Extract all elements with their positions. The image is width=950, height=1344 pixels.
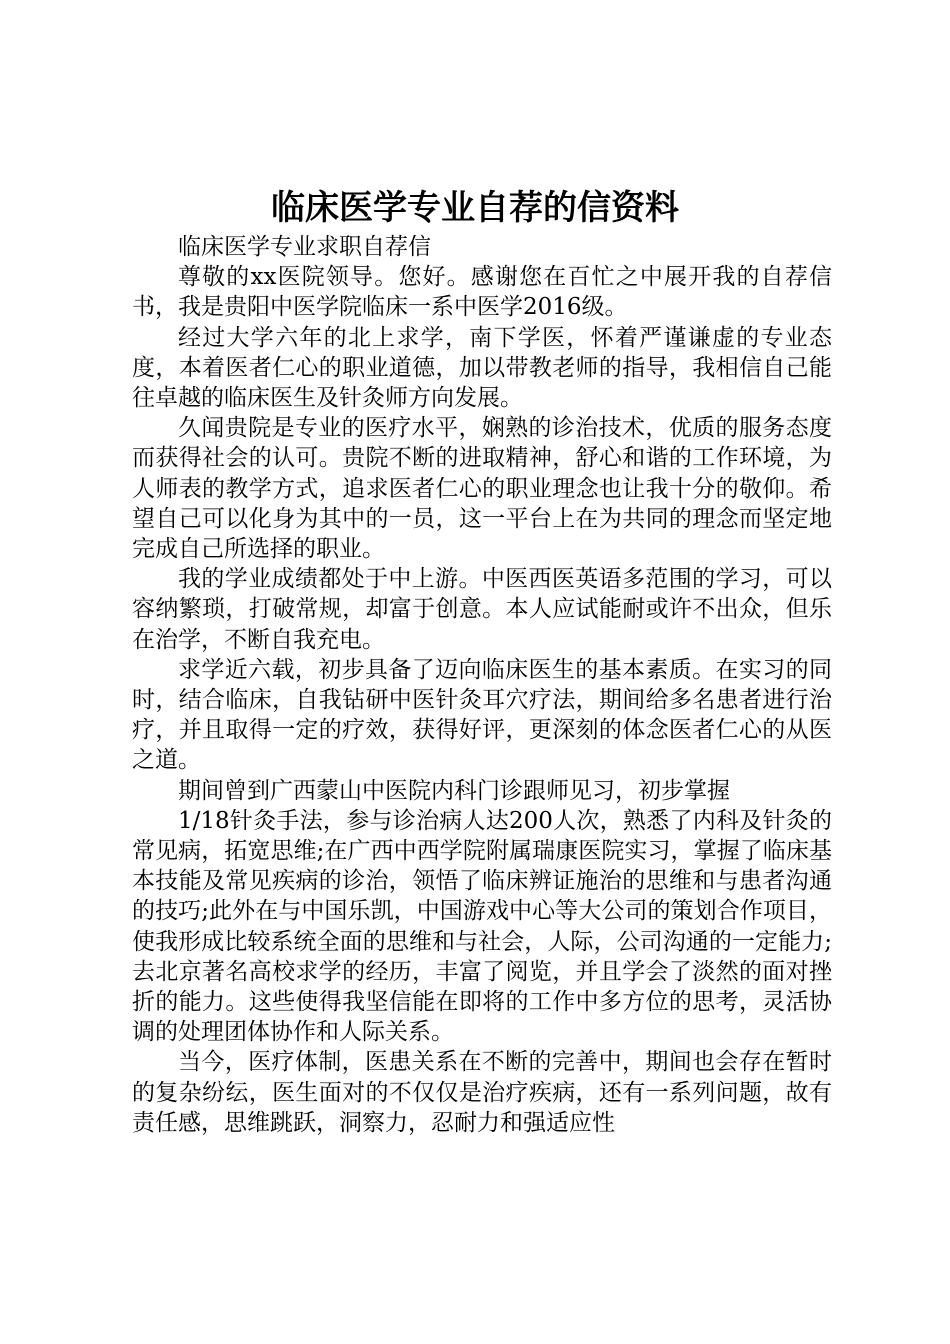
paragraph: 久闻贵院是专业的医疗水平，娴熟的诊治技术，优质的服务态度而获得社会的认可。贵院不断的进取精神，舒心和谐的工作环境，为人师表的教学方式，追求医者仁心的职业理念也让我十分的敬仰。希望自己可以化身为其中的一员，这一平台上在为共同的理念而坚定地完成自己所选择的职业。: [132, 415, 832, 563]
paragraph: 期间曾到广西蒙山中医院内科门诊跟师见习，初步掌握: [178, 777, 730, 804]
document-title: 临床医学专业自荐的信资料: [271, 188, 679, 228]
document-body: [132, 232, 832, 1138]
paragraph: 求学近六载，初步具备了迈向临床医生的基本素质。在实习的同时，结合临床，自我钻研中医针灸耳穴疗法，期间给多名患者进行治疗，并且取得一定的疗效，获得好评，更深刻的体念医者仁心的从医之道。: [132, 656, 832, 774]
paragraph: 经过大学六年的北上求学，南下学医，怀着严谨谦虚的专业态度，本着医者仁心的职业道德，加以带教老师的指导，我相信自己能往卓越的临床医生及针灸师方向发展。: [132, 324, 832, 412]
paragraph: 1/18针灸手法，参与诊治病人达200人次，熟悉了内科及针灸的常见病，拓宽思维;在广西中西学院附属瑞康医院实习，掌握了临床基本技能及常见疾病的诊治，领悟了临床辨证施治的思维和与患者沟通的技巧;此外在与中国乐凯，中国游戏中心等大公司的策划合作项目，使我形成比较系统全面的思维和与社会，人际，公司沟通的一定能力;去北京著名高校求学的经历，丰富了阅览，并且学会了淡然的面对挫折的能力。这些使得我坚信能在即将的工作中多方位的思考，灵活协调的处理团体协作和人际关系。: [132, 807, 832, 1046]
paragraph-subtitle: 临床医学专业求职自荐信: [178, 234, 431, 260]
paragraph: 当今，医疗体制，医患关系在不断的完善中，期间也会存在暂时的复杂纷纭，医生面对的不仅仅是治疗疾病，还有一系列问题，故有责任感，思维跳跃，洞察力，忍耐力和强适应性: [132, 1049, 832, 1136]
paragraph-greeting: 尊敬的xx医院领导。您好。感谢您在百忙之中展开我的自荐信书，我是贵阳中医学院临床一系中医学2016级。: [132, 264, 832, 321]
paragraph: 我的学业成绩都处于中上游。中医西医英语多范围的学习，可以容纳繁琐，打破常规，却富于创意。本人应试能耐或许不出众，但乐在治学，不断自我充电。: [132, 566, 832, 653]
